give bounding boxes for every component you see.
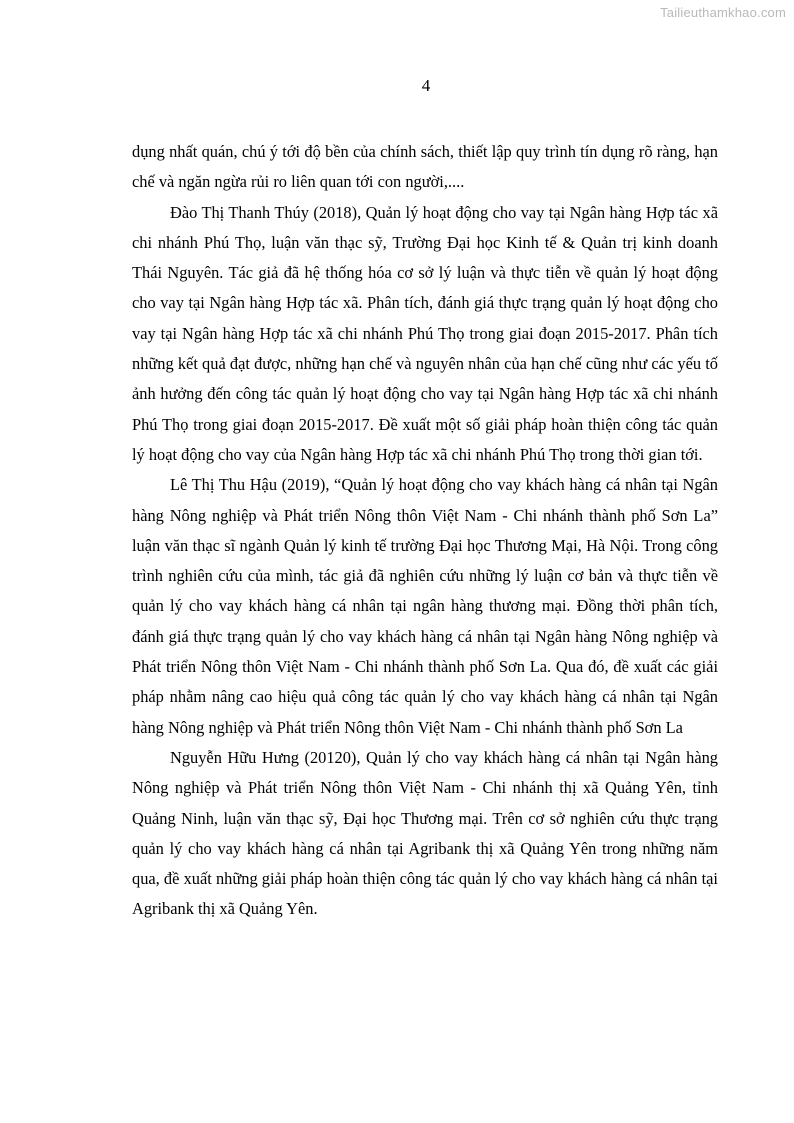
watermark: Tailieuthamkhao.com (660, 5, 786, 20)
document-body (132, 137, 718, 925)
paragraph-le-thi-thu-hau: Lê Thị Thu Hậu (2019), “Quản lý hoạt động cho vay khách hàng cá nhân tại Ngân hàng Nông nghiệp và Phát triển Nông thôn Việt Nam - Chi nhánh thành phố Sơn La” luận văn thạc sĩ ngành Quản lý kinh tế trường Đại học Thương Mại, Hà Nội. Trong công trình nghiên cứu của mình, tác giả đã nghiên cứu những lý luận cơ bản và thực tiễn về quản lý cho vay khách hàng cá nhân tại ngân hàng thương mại. Đồng thời phân tích, đánh giá thực trạng quản lý cho vay khách hàng cá nhân tại Ngân hàng Nông nghiệp và Phát triển Nông thôn Việt Nam - Chi nhánh thành phố Sơn La. Qua đó, đề xuất các giải pháp nhằm nâng cao hiệu quả công tác quản lý cho vay khách hàng cá nhân tại Ngân hàng Nông nghiệp và Phát triển Nông thôn Việt Nam - Chi nhánh thành phố Sơn La (132, 475, 718, 737)
paragraph-continuation: dụng nhất quán, chú ý tới độ bền của chính sách, thiết lập quy trình tín dụng rõ ràng, hạn chế và ngăn ngừa rủi ro liên quan tới con người,.... (132, 142, 718, 192)
page-number: 4 (421, 76, 431, 95)
paragraph-nguyen-huu-hung: Nguyễn Hữu Hưng (20120), Quản lý cho vay khách hàng cá nhân tại Ngân hàng Nông nghiệp và Phát triển Nông thôn Việt Nam - Chi nhánh thị xã Quảng Yên, tỉnh Quảng Ninh, luận văn thạc sỹ, Đại học Thương mại. Trên cơ sở nghiên cứu thực trạng quản lý cho vay khách hàng cá nhân tại Agribank thị xã Quảng Yên trong những năm qua, đề xuất những giải pháp hoàn thiện công tác quản lý cho vay khách hàng cá nhân tại Agribank thị xã Quảng Yên. (132, 747, 718, 919)
paragraph-dao-thi-thanh-thuy: Đào Thị Thanh Thúy (2018), Quản lý hoạt động cho vay tại Ngân hàng Hợp tác xã chi nhánh Phú Thọ, luận văn thạc sỹ, Trường Đại học Kinh tế & Quản trị kinh doanh Thái Nguyên. Tác giả đã hệ thống hóa cơ sở lý luận và thực tiễn về quản lý hoạt động cho vay tại Ngân hàng Hợp tác xã. Phân tích, đánh giá thực trạng quản lý hoạt động cho vay tại Ngân hàng Hợp tác xã chi nhánh Phú Thọ trong giai đoạn 2015-2017. Phân tích những kết quả đạt được, những hạn chế và nguyên nhân của hạn chế cũng như các yếu tố ảnh hưởng đến công tác quản lý hoạt động cho vay tại Ngân hàng Hợp tác xã chi nhánh Phú Thọ trong giai đoạn 2015-2017. Đề xuất một số giải pháp hoàn thiện công tác quản lý hoạt động cho vay của Ngân hàng Hợp tác xã chi nhánh Phú Thọ trong thời gian tới. (132, 202, 718, 464)
